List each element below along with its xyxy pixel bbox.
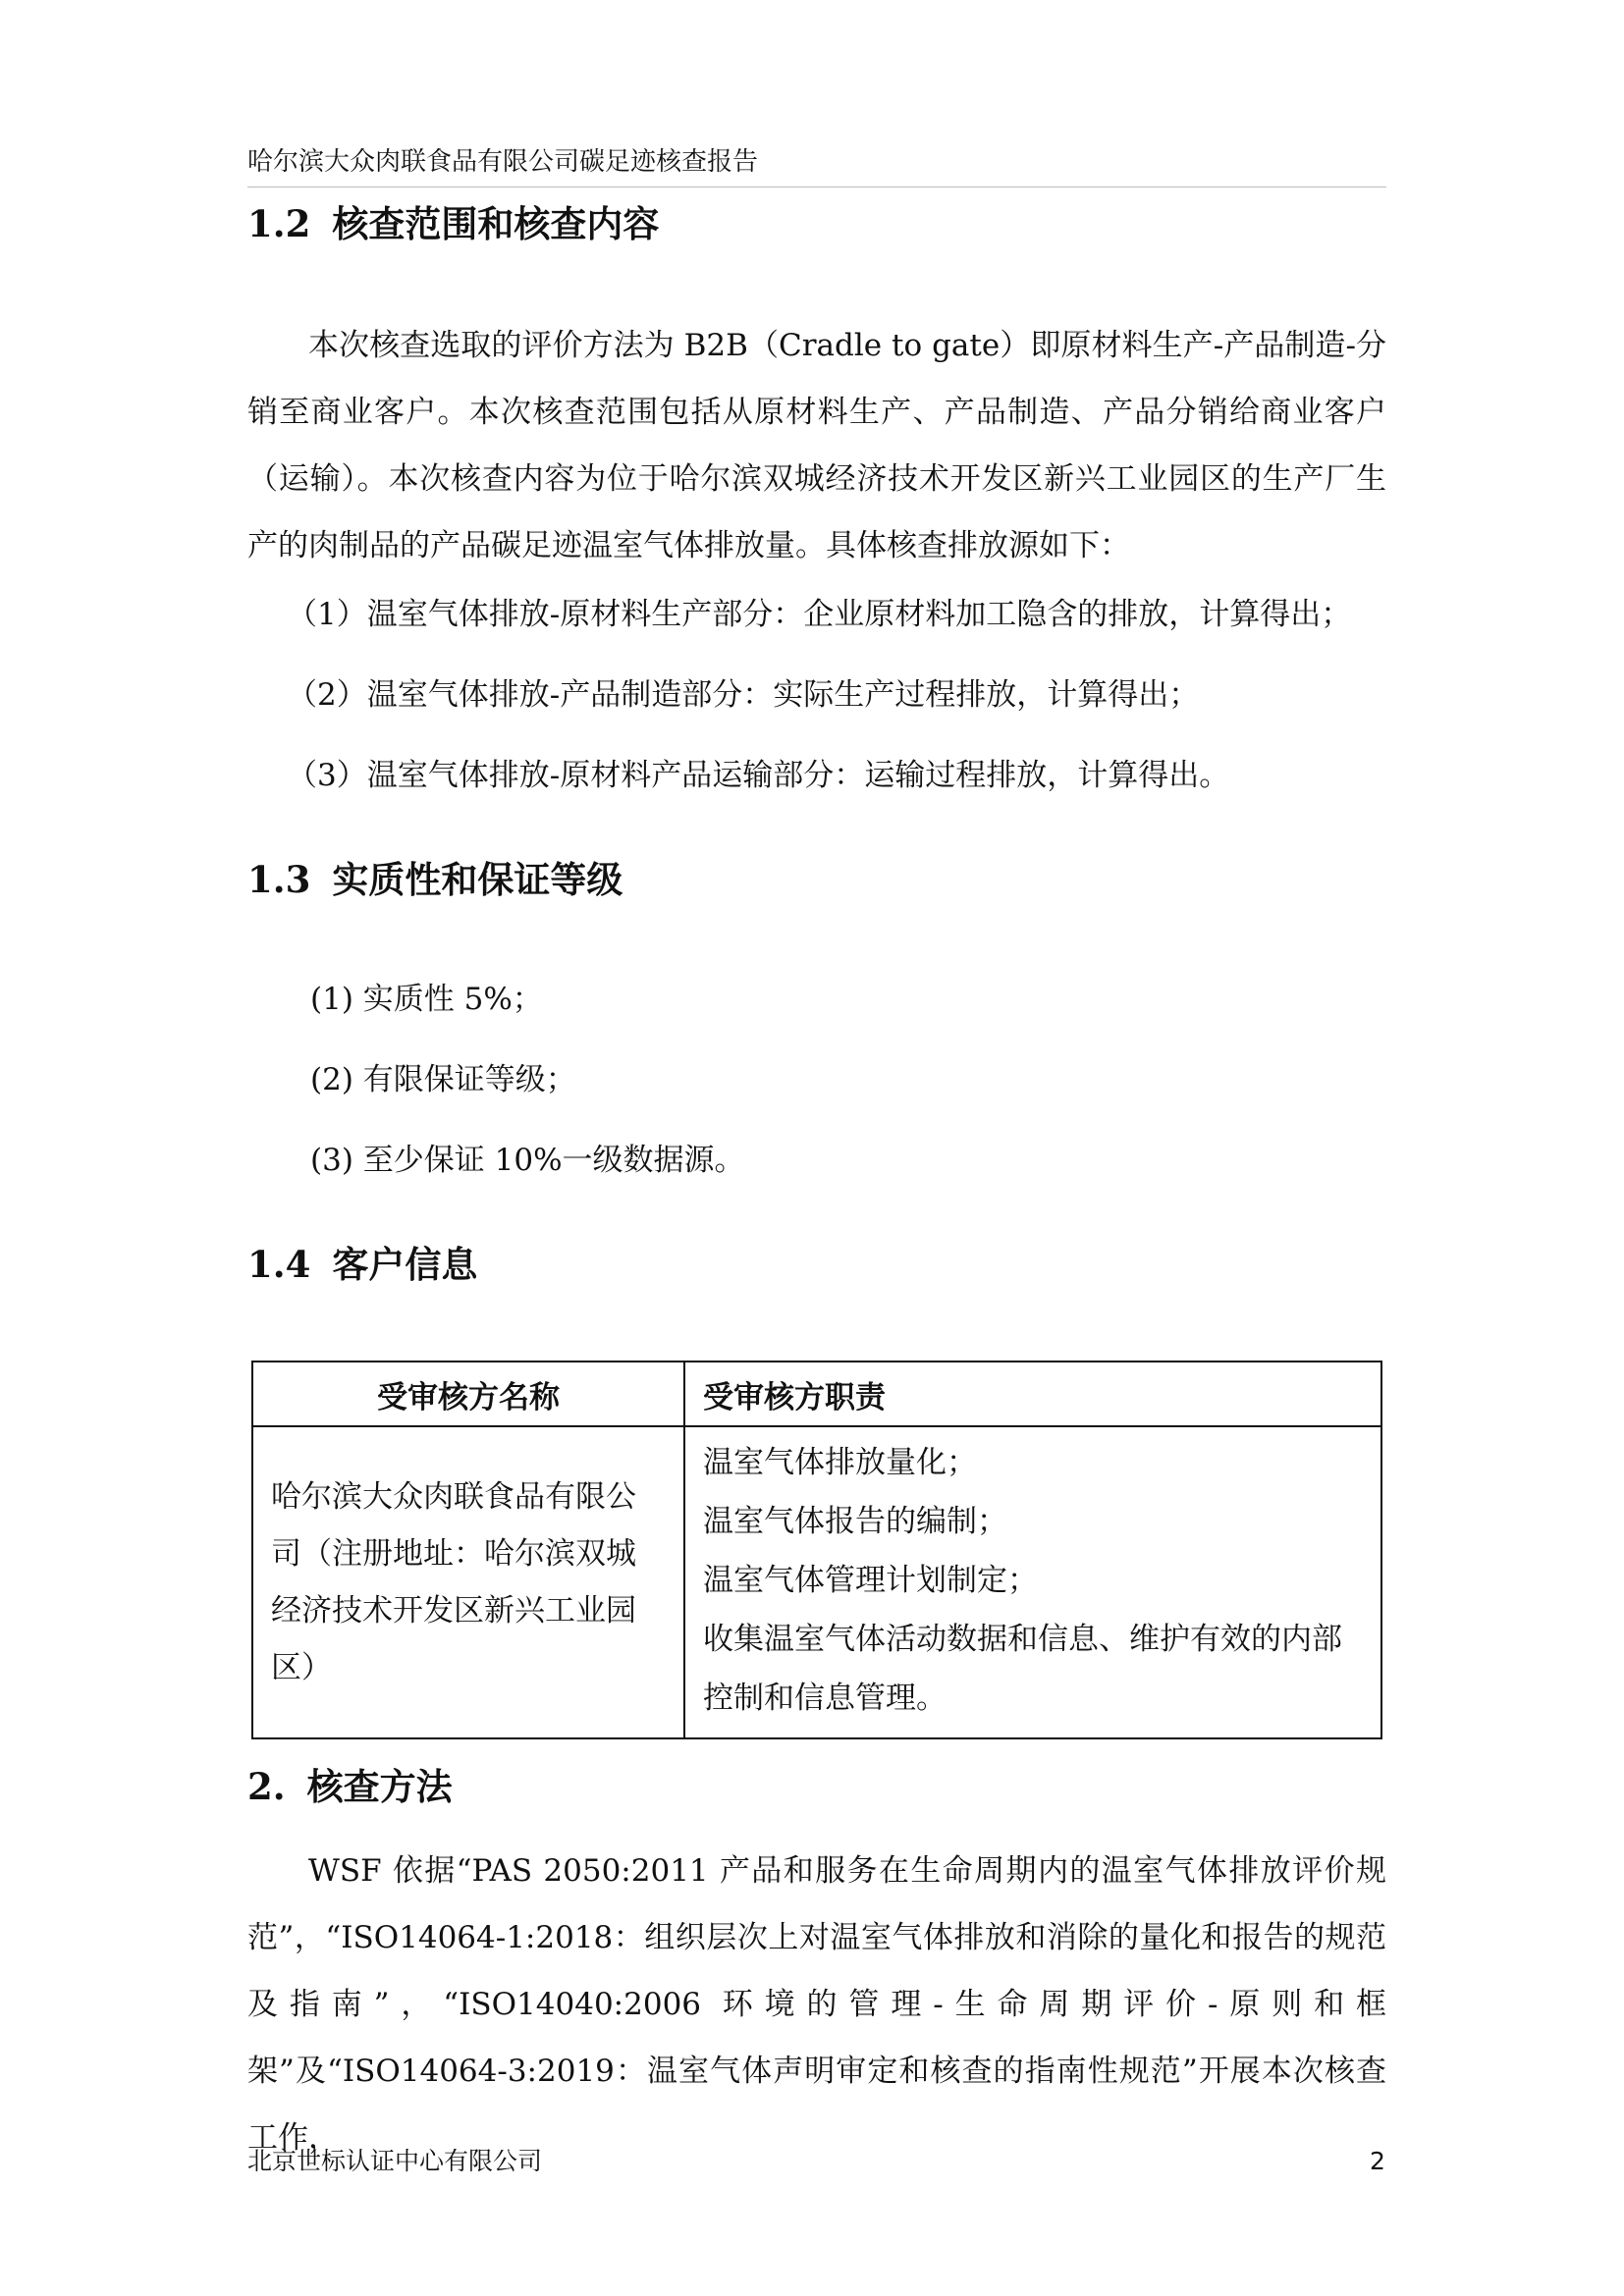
- column-header-duties: 受审核方职责: [684, 1362, 1381, 1426]
- heading-number: 1.4: [247, 1243, 311, 1286]
- duty-item: 温室气体排放量化；: [703, 1445, 977, 1480]
- emission-source-item: （3）温室气体排放-原材料产品运输部分：运输过程排放，计算得出。: [287, 758, 1230, 793]
- customer-info-table: [251, 1361, 1382, 1739]
- auditee-duties-cell: [684, 1426, 1381, 1738]
- duty-item: 温室气体报告的编制；: [703, 1504, 1007, 1539]
- heading-2: [247, 1763, 453, 1811]
- assurance-item: (2) 有限保证等级；: [310, 1062, 576, 1097]
- heading-title: 核查方法: [306, 1766, 453, 1808]
- heading-number: 1.2: [247, 202, 311, 245]
- duty-item: 收集温室气体活动数据和信息、维护有效的内部控制和信息管理。: [703, 1622, 1342, 1716]
- heading-number: 2.: [247, 1765, 286, 1808]
- table-row: [252, 1426, 1381, 1738]
- running-header: 哈尔滨大众肉联食品有限公司碳足迹核查报告: [247, 147, 759, 177]
- footer-company: 北京世标认证中心有限公司: [247, 2147, 543, 2175]
- emission-source-item: （1）温室气体排放-原材料生产部分：企业原材料加工隐含的排放，计算得出；: [287, 597, 1352, 632]
- heading-number: 1.3: [247, 858, 311, 901]
- assurance-item: (3) 至少保证 10%一级数据源。: [310, 1143, 745, 1178]
- duty-item: 温室气体管理计划制定；: [703, 1563, 1038, 1598]
- heading-title: 核查范围和核查内容: [332, 203, 660, 245]
- auditee-name-cell: 哈尔滨大众肉联食品有限公司（注册地址：哈尔滨双城经济技术开发区新兴工业园区）: [252, 1426, 684, 1738]
- emission-source-item: （2）温室气体排放-产品制造部分：实际生产过程排放，计算得出；: [287, 677, 1200, 713]
- column-header-name: 受审核方名称: [252, 1362, 684, 1426]
- heading-title: 实质性和保证等级: [332, 859, 623, 901]
- heading-title: 客户信息: [332, 1244, 478, 1286]
- heading-1-3: [247, 856, 623, 904]
- assurance-item: (1) 实质性 5%；: [310, 982, 543, 1017]
- table-header-row: [252, 1362, 1381, 1426]
- scope-paragraph: 本次核查选取的评价方法为 B2B（Cradle to gate）即原材料生产-产品制造-分销至商业客户。本次核查范围包括从原材料生产、产品制造、产品分销给商业客户（运输）。本次核查内容为位于哈尔滨双城经济技术开发区新兴工业园区的生产厂生产的肉制品的产品碳足迹温室气体排放量。具体核查排放源如下：: [247, 328, 1386, 563]
- heading-1-2: [247, 200, 659, 248]
- page-number: 2: [1370, 2147, 1385, 2175]
- method-paragraph: WSF 依据“PAS 2050:2011 产品和服务在生命周期内的温室气体排放评价规范”，“ISO14064-1:2018：组织层次上对温室气体排放和消除的量化和报告的规范及指南”，“ISO14040:2006 环境的管理-生命周期评价-原则和框架”及“ISO14064-3:2019：温室气体声明审定和核查的指南性规范”开展本次核查工作，: [247, 1853, 1386, 2156]
- heading-1-4: [247, 1241, 477, 1289]
